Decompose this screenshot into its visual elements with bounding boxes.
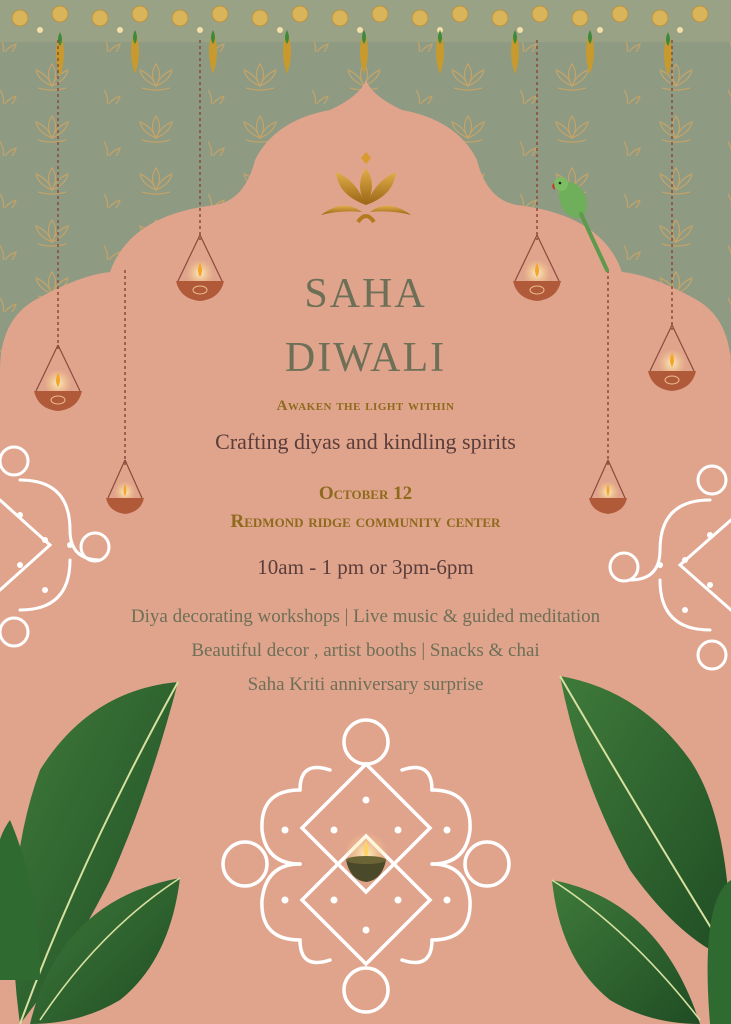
event-venue: Redmond ridge community center xyxy=(230,511,501,532)
feature-line: Beautiful decor , artist booths | Snacks & chai xyxy=(191,640,540,661)
subtitle: Crafting diyas and kindling spirits xyxy=(215,429,516,454)
feature-line: Saha Kriti anniversary surprise xyxy=(247,674,484,695)
event-time: 10am - 1 pm or 3pm-6pm xyxy=(257,555,474,579)
event-date: October 12 xyxy=(318,483,413,504)
tagline: Awaken the light within xyxy=(276,398,455,414)
feature-line: Diya decorating workshops | Live music & guided meditation xyxy=(130,606,601,627)
title-line-1: SAHA xyxy=(304,271,427,317)
title-line-2: DIWALI xyxy=(284,335,447,381)
